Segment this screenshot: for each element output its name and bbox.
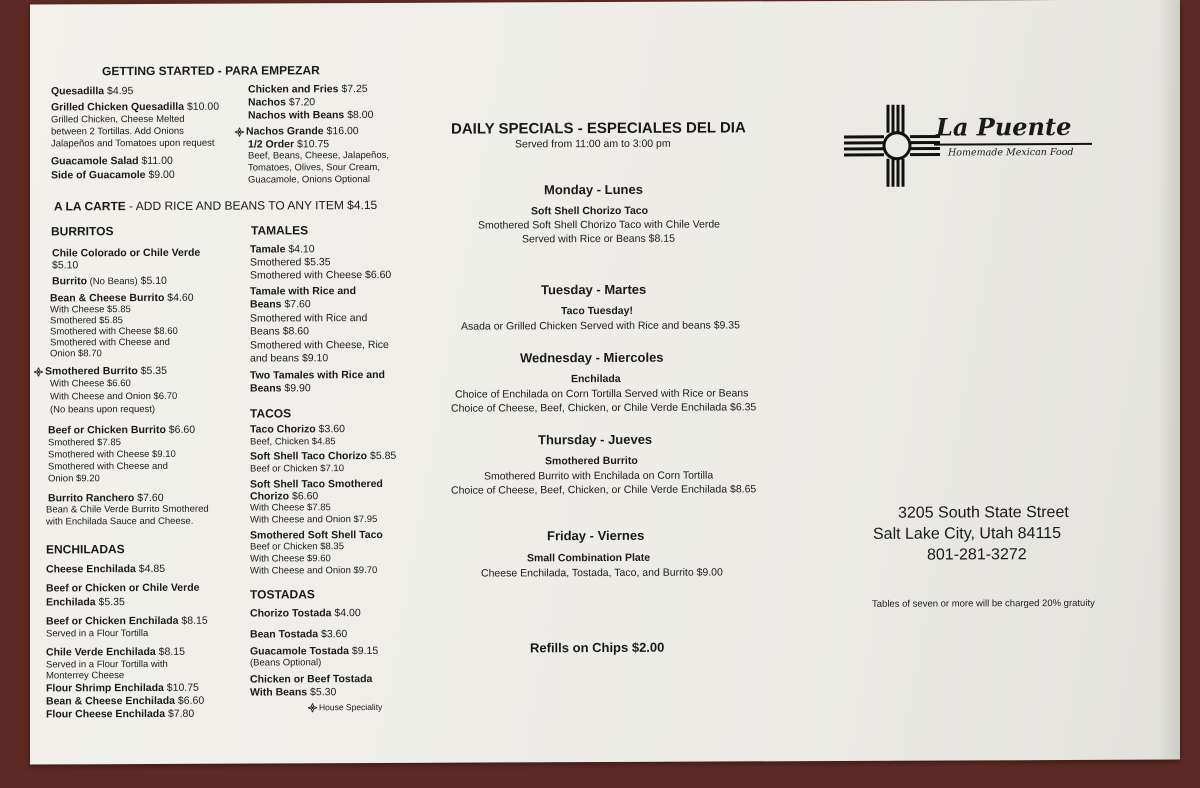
item-desc: Beans $8.60 — [250, 325, 309, 338]
specials-hours: Served from 11:00 am to 3:00 pm — [515, 137, 671, 151]
menu-item: Soft Shell Taco Smothered — [250, 477, 383, 491]
special-desc: Smothered Soft Shell Chorizo Taco with Chile Verde — [478, 218, 721, 232]
menu-item: Taco Chorizo $3.60 — [250, 423, 345, 436]
menu-item: Bean & Cheese Enchilada $6.60 — [46, 694, 205, 708]
specials-heading: DAILY SPECIALS - ESPECIALES DEL DIA — [451, 119, 746, 138]
day-wednesday: Wednesday - Miercoles — [520, 349, 664, 366]
item-desc: Onion $9.20 — [48, 473, 100, 485]
special-item: Small Combination Plate — [527, 551, 651, 565]
menu-item: Chile Colorado or Chile Verde — [52, 246, 201, 260]
item-desc: Smothered with Cheese, Rice — [250, 338, 389, 352]
menu-item: Flour Shrimp Enchilada $10.75 — [46, 681, 199, 695]
menu-item: Smothered Burrito $5.35 — [34, 366, 167, 377]
item-desc: (Beans Optional) — [250, 657, 322, 669]
item-desc: Beef or Chicken $8.35 — [250, 541, 345, 553]
menu-item: Cheese Enchilada $4.85 — [46, 562, 166, 576]
brand-name: La Puente — [936, 111, 1072, 142]
special-item: Enchilada — [571, 372, 621, 386]
item-desc: (No beans upon request) — [50, 403, 156, 416]
item-desc: With Cheese and Onion $9.70 — [250, 564, 378, 577]
house-specialty-icon — [308, 704, 317, 713]
item-desc: Beef, Chicken $4.85 — [250, 436, 336, 448]
special-desc: Asada or Grilled Chicken Served with Rice and beans $9.35 — [461, 319, 740, 333]
item-desc: With Cheese and Onion $7.95 — [250, 513, 378, 526]
menu-page — [30, 0, 1180, 765]
item-desc: Smothered with Cheese $9.10 — [48, 448, 176, 461]
item-desc: Smothered with Cheese $8.60 — [50, 325, 178, 338]
special-desc: Choice of Enchilada on Corn Tortilla Served with Rice or Beans — [455, 387, 749, 401]
day-thursday: Thursday - Jueves — [538, 431, 653, 448]
address-city: Salt Lake City, Utah 84115 — [873, 525, 1061, 543]
item-desc: With Cheese and Onion $6.70 — [50, 390, 178, 403]
menu-item: Nachos Grande $16.00 — [235, 126, 359, 137]
item-desc: With Cheese $5.85 — [50, 304, 131, 316]
special-desc: Cheese Enchilada, Tostada, Taco, and Burrito $9.00 — [481, 566, 723, 580]
item-desc: Monterrey Cheese — [46, 670, 125, 682]
menu-item: Flour Cheese Enchilada $7.80 — [46, 707, 195, 721]
house-specialty-legend: House Speciality — [308, 703, 382, 713]
item-desc: With Cheese $6.60 — [50, 378, 131, 390]
day-monday: Monday - Lunes — [544, 181, 643, 198]
menu-item: Chicken or Beef Tostada — [250, 673, 373, 686]
house-specialty-icon — [34, 367, 43, 376]
menu-item: Bean & Cheese Burrito $4.60 — [50, 291, 194, 305]
menu-item: Chorizo Tostada $4.00 — [250, 607, 361, 620]
item-desc: Smothered $7.85 — [48, 437, 121, 449]
menu-item: Beans $9.90 — [250, 382, 311, 395]
menu-item: Guacamole Salad $11.00 — [51, 154, 173, 168]
gratuity-note: Tables of seven or more will be charged 20% gratuity — [872, 597, 1095, 610]
menu-item: Beef or Chicken Burrito $6.60 — [48, 423, 196, 437]
zia-sun-logo-icon — [842, 103, 942, 189]
tacos-heading: TACOS — [250, 406, 292, 421]
burritos-heading: BURRITOS — [51, 224, 114, 239]
menu-item: Beef or Chicken Enchilada $8.15 — [46, 614, 208, 628]
menu-item: Chile Verde Enchilada $8.15 — [46, 645, 185, 659]
special-item: Soft Shell Chorizo Taco — [531, 204, 649, 218]
menu-item: 1/2 Order $10.75 — [248, 138, 330, 151]
menu-item: Side of Guacamole $9.00 — [51, 168, 175, 182]
special-desc: Served with Rice or Beans $8.15 — [522, 232, 675, 246]
paper-edge-shadow — [1158, 0, 1180, 760]
item-desc: Grilled Chicken, Cheese Melted — [51, 113, 185, 126]
item-desc: With Cheese $9.60 — [250, 553, 331, 565]
address-street: 3205 South State Street — [898, 503, 1069, 522]
item-desc: with Enchilada Sauce and Cheese. — [46, 515, 194, 528]
item-desc: Smothered with Cheese and — [48, 460, 168, 473]
menu-item: Bean Tostada $3.60 — [250, 628, 348, 641]
tostadas-heading: TOSTADAS — [250, 587, 315, 602]
refills-note: Refills on Chips $2.00 — [530, 639, 665, 656]
special-desc: Choice of Cheese, Beef, Chicken, or Chile Verde Enchilada $6.35 — [451, 401, 757, 415]
item-desc: Beef, Beans, Cheese, Jalapeños, — [248, 149, 390, 162]
menu-item: Beef or Chicken or Chile Verde — [46, 581, 200, 595]
brand-tagline: Homemade Mexican Food — [948, 146, 1074, 159]
menu-item: Quesadilla $4.95 — [51, 85, 134, 98]
alacarte-heading: A LA CARTE - ADD RICE AND BEANS TO ANY ITEM $4.15 — [54, 197, 378, 214]
menu-item: Beans $7.60 — [250, 298, 311, 311]
menu-item: Nachos $7.20 — [248, 96, 316, 109]
item-desc: Smothered $5.85 — [50, 315, 123, 327]
menu-item: Two Tamales with Rice and — [250, 368, 385, 382]
item-desc: Smothered with Cheese and — [50, 336, 170, 349]
item-desc: Smothered $5.35 — [250, 256, 331, 269]
item-desc: Served in a Flour Tortilla with — [46, 658, 168, 671]
menu-item: Tamale with Rice and — [250, 285, 356, 298]
menu-item: Tamale $4.10 — [250, 243, 315, 256]
menu-item: Nachos with Beans $8.00 — [248, 109, 374, 122]
item-desc: Onion $8.70 — [50, 348, 102, 360]
item-desc: With Cheese $7.85 — [250, 502, 331, 514]
item-desc: Tomatoes, Olives, Sour Cream, — [248, 161, 380, 174]
phone-number: 801-281-3272 — [927, 546, 1027, 564]
menu-item: Grilled Chicken Quesadilla $10.00 — [51, 100, 220, 114]
tamales-heading: TAMALES — [251, 223, 309, 238]
item-desc: Smothered with Cheese $6.60 — [250, 268, 392, 282]
day-friday: Friday - Viernes — [547, 527, 645, 544]
item-desc: Guacamole, Onions Optional — [248, 174, 370, 186]
day-tuesday: Tuesday - Martes — [541, 281, 647, 298]
item-desc: Jalapeños and Tomatoes upon request — [51, 137, 215, 150]
special-item: Taco Tuesday! — [561, 304, 633, 318]
menu-item: Enchilada $5.35 — [46, 596, 125, 609]
menu-item: Burrito (No Beans) $5.10 — [52, 274, 167, 288]
menu-item: Soft Shell Taco Chorizo $5.85 — [250, 449, 397, 463]
starters-heading: GETTING STARTED - PARA EMPEZAR — [102, 63, 320, 79]
item-desc: Smothered with Rice and — [250, 312, 368, 325]
logo-underline — [934, 143, 1092, 146]
menu-item: Guacamole Tostada $9.15 — [250, 644, 379, 658]
item-desc: Bean & Chile Verde Burrito Smothered — [46, 503, 209, 516]
menu-item: Chorizo $6.60 — [250, 490, 319, 503]
house-specialty-icon — [235, 127, 244, 136]
special-desc: Choice of Cheese, Beef, Chicken, or Chile Verde Enchilada $8.65 — [451, 483, 757, 497]
special-item: Smothered Burrito — [545, 454, 638, 468]
menu-item: With Beans $5.30 — [250, 686, 337, 699]
menu-item: Chicken and Fries $7.25 — [248, 83, 368, 96]
item-desc: and beans $9.10 — [250, 352, 329, 365]
menu-item: Burrito Ranchero $7.60 — [48, 491, 164, 505]
enchiladas-heading: ENCHILADAS — [46, 542, 125, 557]
item-desc: between 2 Tortillas. Add Onions — [51, 125, 184, 138]
special-desc: Smothered Burrito with Enchilada on Corn Tortilla — [484, 469, 714, 483]
menu-item: Smothered Soft Shell Taco — [250, 528, 383, 542]
item-desc: Served in a Flour Tortilla — [46, 627, 149, 640]
item-price: $5.10 — [52, 259, 79, 272]
item-desc: Beef or Chicken $7.10 — [250, 463, 345, 475]
